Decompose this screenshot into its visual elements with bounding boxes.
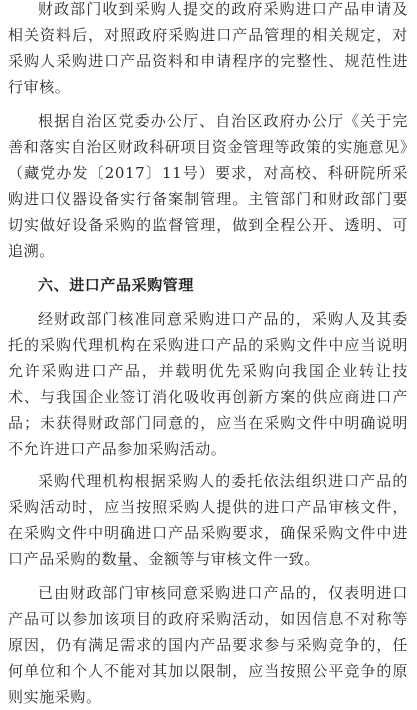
- paragraph-approved-import-procurement: 经财政部门核准同意采购进口产品的，采购人及其委托的采购代理机构在采购进口产品的采购文件中应当说明允许采购进口产品，并载明优先采购向我国企业转让技术、与我国企业签订消化吸收再创新方案的供应商进口产品；未获得财政部门同意的，应当在采购文件中明确说明不允许进口产品参加采购活动。: [8, 310, 408, 458]
- section-heading-import-procurement: 六、进口产品采购管理: [38, 276, 195, 294]
- paragraph-fair-competition: 已由财政部门审核同意采购进口产品的，仅表明进口产品可以参加该项目的政府采购活动，如因信息不对称等原因，仍有满足需求的国内产品要求参与采购竞争的，任何单位和个人不能对其加以限制，应当按照公平竞争的原则实施采购。: [8, 584, 408, 706]
- paragraph-research-equipment-filing: 根据自治区党委办公厅、自治区政府办公厅《关于完善和落实自治区财政科研项目资金管理等政策的实施意见》（藏党办发〔2017〕11号）要求，对高校、科研院所采购进口仪器设备实行备案制管理。主管部门和财政部门要切实做好设备采购的监督管理，做到全程公开、透明、可追溯。: [8, 112, 408, 260]
- paragraph-import-application-review: 财政部门收到采购人提交的政府采购进口产品申请及相关资料后，对照政府采购进口产品管理的相关规定，对采购人采购进口产品资料和申请程序的完整性、规范性进行审核。: [8, 0, 408, 96]
- paragraph-procurement-agency: 采购代理机构根据采购人的委托依法组织进口产品的采购活动时，应当按照采购人提供的进口产品审核文件，在采购文件中明确进口产品采购要求，确保采购文件中进口产品采购的数量、金额等与审核文件一致。: [8, 472, 408, 568]
